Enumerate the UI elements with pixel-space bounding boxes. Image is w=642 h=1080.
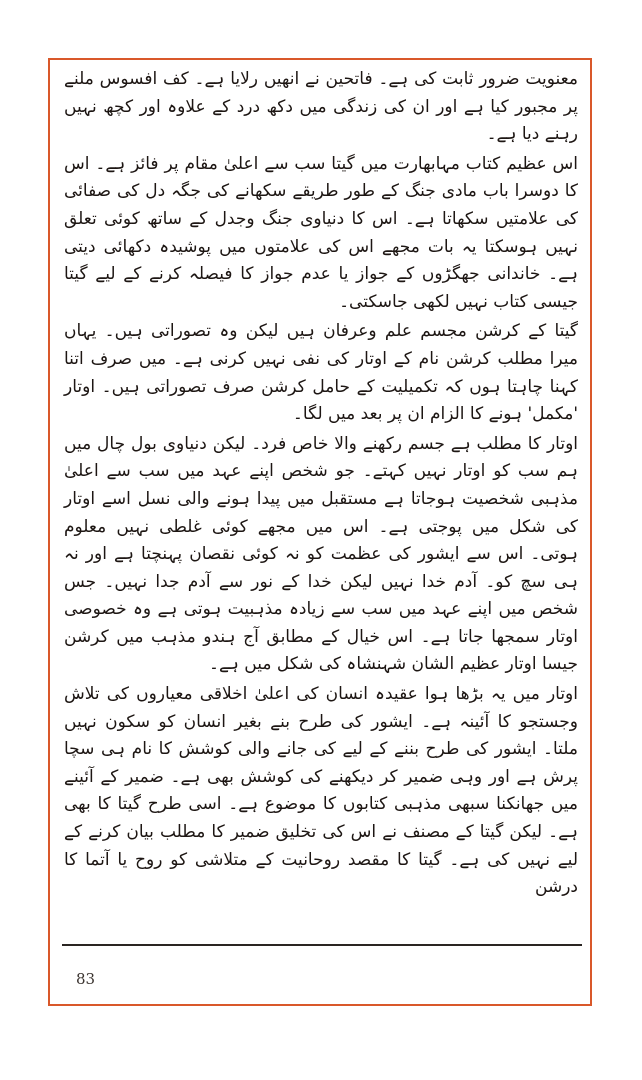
page-number: 83	[76, 970, 96, 988]
paragraph-4: اوتار کا مطلب ہے جسم رکھنے والا خاص فرد۔ لیکن دنیاوی بول چال میں ہم سب کو اوتار نہیں کہتے۔ جو شخص اپنے عہد میں سب سے اعلیٰ مذہبی شخصیت ہوجاتا ہے مستقبل میں پیدا ہونے والی نسل اسے اوتار کی شکل میں پوجتی ہے۔ اس میں مجھے کوئی غلطی نہیں معلوم ہوتی۔ اس سے ایشور کی عظمت کو نہ کوئی نقصان پہنچتا ہے اور نہ ہی سچ کو۔ آدم خدا نہیں لیکن خدا کے نور سے آدم جدا نہیں۔ جس شخص میں اپنے عہد میں سب سے زیادہ مذہبیت ہوتی ہے وہ خصوصی اوتار سمجھا جاتا ہے۔ اس خیال کے مطابق آج ہندو مذہب میں کرشن جیسا اوتار عظیم الشان شہنشاہ کی شکل میں ہے۔	[64, 433, 578, 675]
paragraph-1: معنویت ضرور ثابت کی ہے۔ فاتحین نے انھیں رلایا ہے۔ کف افسوس ملنے پر مجبور کیا ہے اور ان کی زندگی میں دکھ درد کے علاوہ اور کچھ نہیں رہنے دیا ہے۔	[64, 69, 578, 145]
paragraph-5: اوتار میں یہ بڑھا ہوا عقیدہ انسان کی اعلیٰ اخلاقی معیاروں کی تلاش وجستجو کا آئینہ ہے۔ ایشور کی طرح بنے بغیر انسان کو سکون نہیں ملتا۔ ایشور کی طرح بننے کے لیے کی جانے والی کوشش کا نام ہی سچا پرش ہے اور وہی ضمیر کر دیکھنے کی کوشش بھی ہے۔ ضمیر کے آئینے میں جھانکنا سبھی مذہبی کتابوں کا موضوع ہے۔ اسی طرح گیتا کا بھی ہے۔ لیکن گیتا کے مصنف نے اس کی تخلیق ضمیر کا مطلب بیان کرنے کے لیے نہیں کی ہے۔ گیتا کا مقصد روحانیت کے متلاشی کو روح یا آتما کا درشن	[64, 684, 578, 898]
footer-divider	[62, 944, 582, 946]
paragraph-2: اس عظیم کتاب مہابھارت میں گیتا سب سے اعلیٰ مقام پر فائز ہے۔ اس کا دوسرا باب مادی جنگ کے طور طریقے سکھانے کی جگہ دل کی صفائی کی علامتیں سکھاتا ہے۔ اس کا دنیاوی جنگ وجدل کے ساتھ کوئی تعلق نہیں ہوسکتا یہ بات مجھے اس کی علامتوں میں پوشیدہ دکھائی دیتی ہے۔ خاندانی جھگڑوں کے جواز یا عدم جواز کا فیصلہ کرنے کے لیے گیتا جیسی کتاب نہیں لکھی جاسکتی۔	[64, 153, 578, 312]
page-body-text	[64, 66, 578, 902]
paragraph-3: گیتا کے کرشن مجسم علم وعرفان ہیں لیکن وہ تصوراتی ہیں۔ یہاں میرا مطلب کرشن نام کے اوتار کی نفی نہیں کرنی ہے۔ میں صرف اتنا کہنا چاہتا ہوں کہ تکمیلیت کے حامل کرشن صرف تصوراتی ہیں۔ اوتار 'مکمل' ہونے کا الزام ان پر بعد میں لگا۔	[64, 321, 578, 425]
